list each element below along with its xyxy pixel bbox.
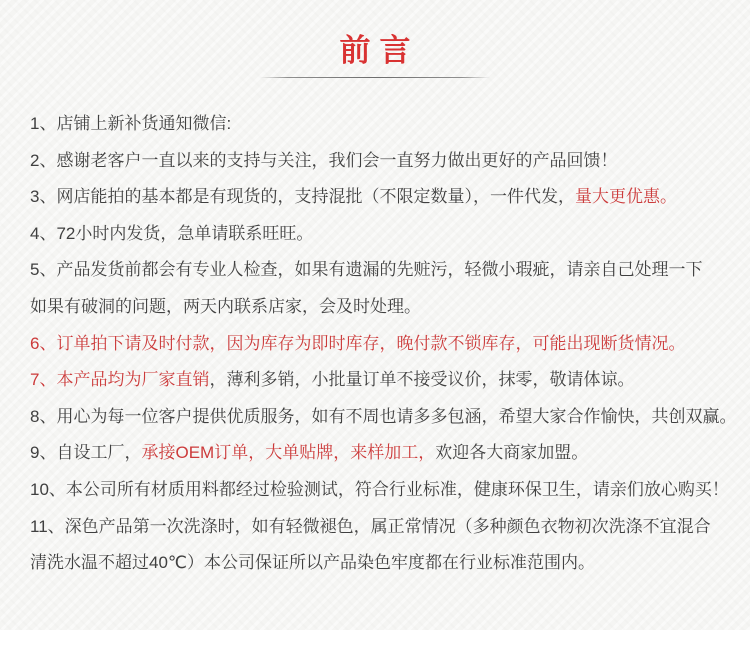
note-line [30, 472, 728, 509]
note-line [30, 106, 728, 143]
note-text-segment: 8、用心为每一位客户提供优质服务，如有不周也请多多包涵，希望大家合作愉快，共创双赢。 [30, 406, 737, 426]
note-text-segment: 量大更优惠。 [574, 187, 677, 207]
note-text-segment: 11、深色产品第一次洗涤时，如有轻微褪色，属正常情况（多种颜色衣物初次洗涤不宜混合 [30, 516, 711, 536]
header [0, 0, 750, 78]
note-text-segment: 承接OEM订单，大单贴牌，来样加工， [141, 443, 436, 463]
note-line [30, 399, 737, 436]
note-text-segment: 9、自设工厂， [30, 443, 142, 463]
note-line [30, 143, 728, 180]
bottom-whitespace [0, 630, 750, 645]
note-line [30, 545, 728, 582]
note-text-segment: 5、产品发货前都会有专业人检查，如果有遗漏的先赃污，轻微小瑕疵，请亲自己处理一下 [30, 260, 703, 280]
note-text-segment: 欢迎各大商家加盟。 [435, 443, 589, 463]
note-text-segment: 10、本公司所有材质用料都经过检验测试，符合行业标准，健康环保卫生，请亲们放心购买！ [30, 479, 729, 499]
note-line [30, 289, 728, 326]
note-line [30, 216, 728, 253]
note-text-segment: 7、本产品均为厂家直销 [30, 370, 210, 390]
note-line [30, 362, 728, 399]
note-line [30, 252, 728, 289]
note-line [30, 326, 728, 363]
note-text-segment: 1、店铺上新补货通知微信: [30, 114, 232, 133]
note-text-segment: 如果有破洞的问题，两天内联系店家，会及时处理。 [30, 296, 421, 316]
note-text-segment: ，薄利多销，小批量订单不接受议价，抹零，敬请体谅。 [209, 370, 635, 390]
notes-list [0, 78, 750, 582]
note-line [30, 509, 728, 546]
note-text-segment: 2、感谢老客户一直以来的支持与关注，我们会一直努力做出更好的产品回馈！ [30, 150, 618, 170]
note-line [30, 435, 728, 472]
note-text-segment: 3、网店能拍的基本都是有现货的，支持混批（不限定数量），一件代发， [30, 187, 575, 207]
note-text-segment: 清洗水温不超过40℃）本公司保证所以产品染色牢度都在行业标准范围内。 [30, 553, 595, 573]
note-text-segment: 6、订单拍下请及时付款，因为库存为即时库存，晚付款不锁库存，可能出现断货情况。 [30, 333, 686, 353]
note-text-segment: 4、72小时内发货，急单请联系旺旺。 [30, 223, 314, 243]
page-title: 前言 [339, 33, 420, 68]
note-line [30, 179, 728, 216]
